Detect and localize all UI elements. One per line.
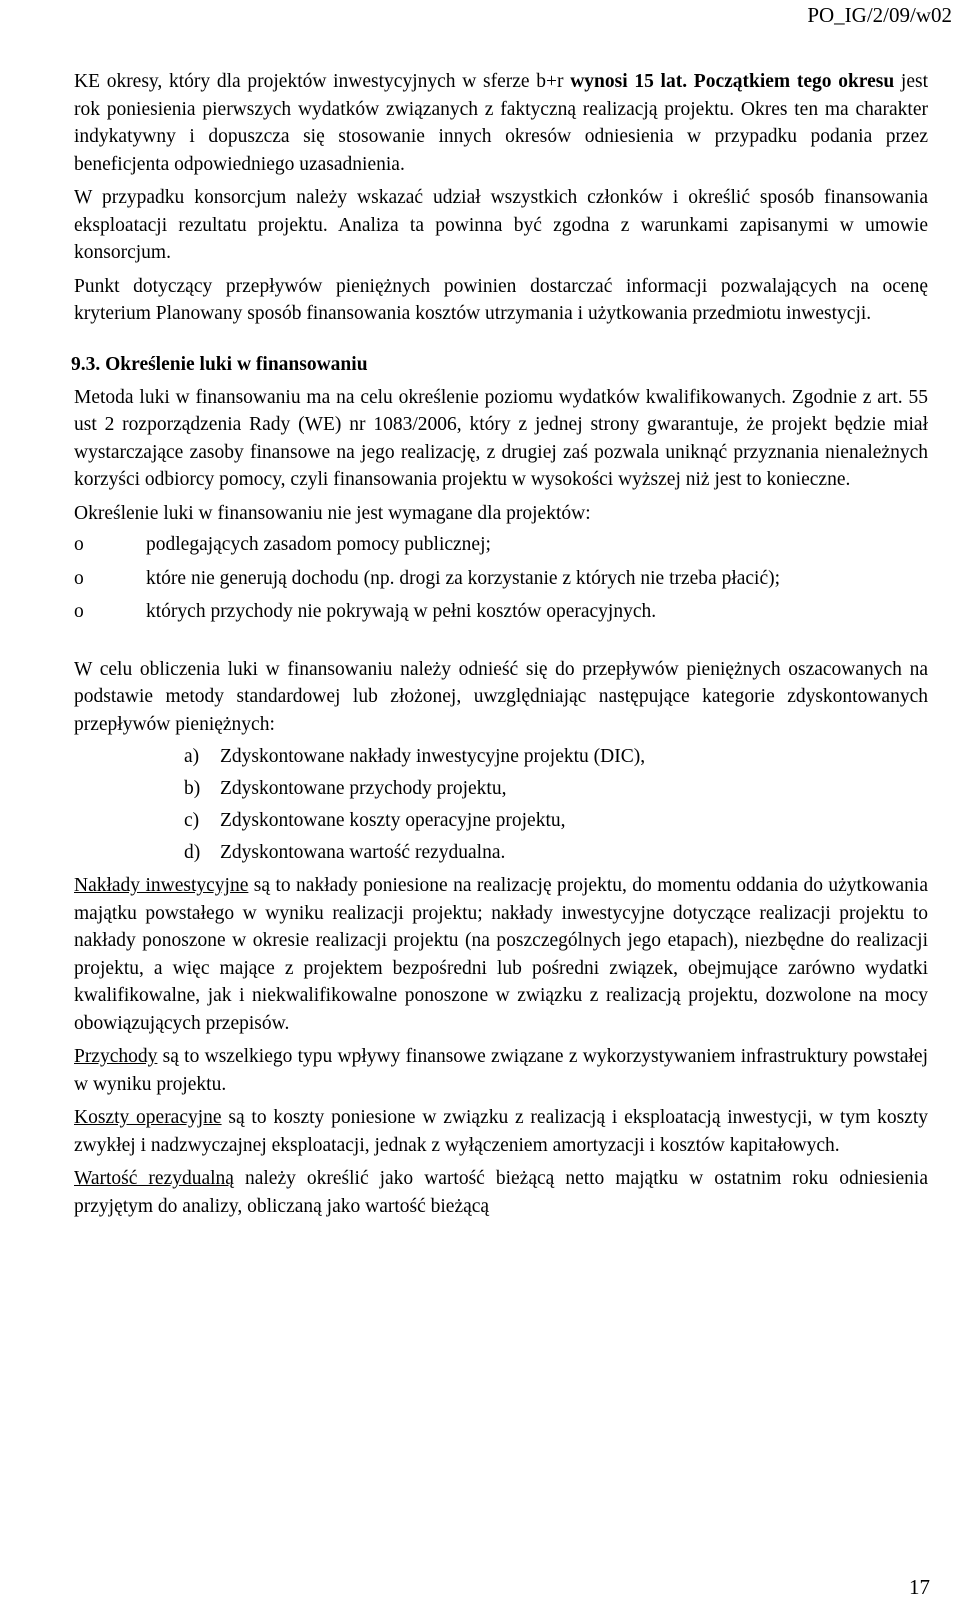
paragraph-cash-flows: Punkt dotyczący przepływów pieniężnych powinien dostarczać informacji pozwalających na ocenę kryterium Planowany sposób finansowania kosztów utrzymania i użytkowania przedmiotu inwestycji. bbox=[74, 275, 928, 324]
text-span: jest rok poniesienia pierwszych wydatków związanych z faktyczną realizacją projektu. Okres ten ma charakter indykatywny i dopuszcza się stosowanie innych okresów odniesienia w przypadku podania przez beneficjenta odpowiedniego uzasadnienia. bbox=[74, 71, 928, 175]
list-item bbox=[74, 744, 928, 770]
document-code: PO_IG/2/09/w02 bbox=[807, 3, 952, 27]
text-span: KE okresy, który dla projektów inwestycyjnych w sferze b+r bbox=[74, 71, 571, 92]
section-heading: 9.3. Określenie luki w finansowaniu bbox=[71, 353, 368, 375]
text-span bbox=[687, 71, 694, 92]
list-item bbox=[74, 598, 928, 626]
list-item bbox=[74, 776, 928, 802]
list-item bbox=[74, 565, 928, 593]
category-list bbox=[74, 744, 928, 866]
definition-text: są to nakłady poniesione na realizację projektu, do momentu oddania do użytkowania majątku powstałego w wyniku realizacji projektu; nakłady inwestycyjne dotyczące realizacji projektu to nakłady ponoszone w okresie realizacji projektu (na poszczególnych jego etapach), niezbędne do realizacji projektu, a więc mające z projektem bezpośredni lub pośredni związek, obejmujące zarówno wydatki kwalifikowalne, jak i niekwalifikowalne ponoszone w związku z realizacją projektu, dozwolone na mocy obowiązujących przepisów. bbox=[74, 875, 928, 1034]
document-body bbox=[71, 68, 929, 1220]
definition-revenue bbox=[74, 1043, 928, 1098]
bullet-marker: o bbox=[74, 567, 84, 589]
defined-term: Koszty operacyjne bbox=[74, 1107, 222, 1128]
list-marker: d) bbox=[184, 842, 201, 863]
definition-investment bbox=[74, 872, 928, 1037]
defined-term: Nakłady inwestycyjne bbox=[74, 875, 249, 896]
bold-text: wynosi 15 lat. bbox=[570, 71, 688, 92]
list-item-text: których przychody nie pokrywają w pełni kosztów operacyjnych. bbox=[146, 601, 657, 622]
defined-term: Przychody bbox=[74, 1046, 158, 1067]
list-item-text: podlegających zasadom pomocy publicznej; bbox=[146, 534, 491, 555]
bullet-marker: o bbox=[74, 601, 84, 622]
list-item bbox=[74, 531, 928, 559]
list-item-text: Zdyskontowane nakłady inwestycyjne projektu (DIC), bbox=[220, 746, 646, 767]
definition-residual-value bbox=[74, 1165, 928, 1220]
definition-text: należy określić jako wartość bieżącą netto majątku w ostatnim roku odniesienia przyjętym do analizy, obliczaną jako wartość bieżącą bbox=[74, 1168, 928, 1217]
list-item-text: Zdyskontowana wartość rezydualna. bbox=[220, 842, 506, 863]
definition-text: są to koszty poniesione w związku z realizacją i eksploatacją inwestycji, w tym koszty zwykłej i nadzwyczajnej eksploatacji, jednak z wyłączeniem amortyzacji i kosztów kapitałowych. bbox=[74, 1107, 929, 1156]
paragraph-not-required: Określenie luki w finansowaniu nie jest wymagane dla projektów: bbox=[74, 502, 591, 524]
list-item bbox=[74, 808, 928, 834]
defined-term: Wartość rezydualną bbox=[74, 1168, 234, 1189]
exemption-list bbox=[74, 531, 928, 626]
paragraph-funding-gap-method: Metoda luki w finansowaniu ma na celu określenie poziomu wydatków kwalifikowanych. Zgodnie z art. 55 ust 2 rozporządzenia Rady (WE) nr 1083/2006, który z jednej strony gwarantuje, że projekt będzie miał wystarczające zasoby finansowe na jego realizację, z drugiej zaś pozwala uniknąć przyznania nienależnych korzyści odbiorcy pomocy, czyli finansowania projektu w wysokości wyższej niż jest to konieczne. bbox=[74, 386, 928, 490]
list-marker: c) bbox=[184, 810, 200, 831]
list-marker: a) bbox=[184, 746, 200, 767]
definition-text: są to wszelkiego typu wpływy finansowe związane z wykorzystywaniem infrastruktury powstałej w wyniku projektu. bbox=[74, 1046, 928, 1095]
list-item bbox=[74, 840, 928, 866]
bold-text: Początkiem tego okresu bbox=[693, 71, 895, 92]
list-item-text: które nie generują dochodu (np. drogi za korzystanie z których nie trzeba płacić); bbox=[146, 567, 781, 589]
definition-operating-costs bbox=[74, 1104, 928, 1159]
page-number: 17 bbox=[909, 1575, 930, 1599]
bullet-marker: o bbox=[74, 534, 84, 555]
paragraph-reference-period bbox=[74, 68, 928, 178]
list-item-text: Zdyskontowane koszty operacyjne projektu, bbox=[220, 810, 566, 831]
paragraph-calculation: W celu obliczenia luki w finansowaniu należy odnieść się do przepływów pieniężnych oszacowanych na podstawie metody standardowej lub złożonej, uwzględniając następujące kategorie zdyskontowanych przepływów pieniężnych: bbox=[74, 658, 928, 735]
list-item-text: Zdyskontowane przychody projektu, bbox=[220, 778, 507, 799]
paragraph-consortium: W przypadku konsorcjum należy wskazać udział wszystkich członków i określić sposób finansowania eksploatacji rezultatu projektu. Analiza ta powinna być zgodna z warunkami zapisanymi w umowie konsorcjum. bbox=[74, 187, 928, 263]
list-marker: b) bbox=[184, 778, 201, 799]
